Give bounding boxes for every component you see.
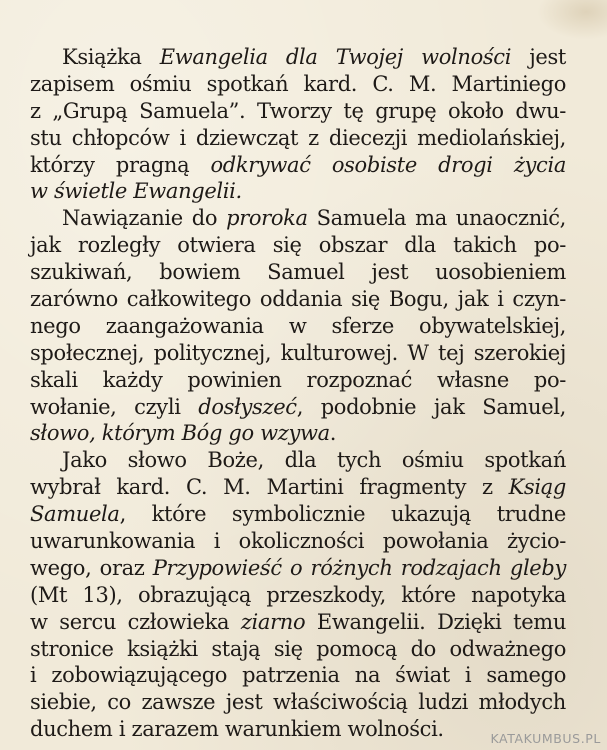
text-segment: jest: [511, 45, 566, 69]
paragraph: [30, 447, 566, 743]
text-segment: którzy pragną: [30, 152, 211, 177]
text-line: [30, 716, 566, 743]
text-line: [30, 125, 566, 152]
text-segment: stronice książki stają się pomocą do odważnego: [30, 636, 566, 661]
italic-segment: proroka: [226, 206, 308, 231]
text-line: [30, 501, 566, 528]
text-segment: , podobnie jak Samuel,: [296, 394, 566, 419]
text-segment: szukiwań, bowiem Samuel jest uosobieniem: [30, 260, 566, 285]
watermark: KATAKUMBUS.PL: [490, 731, 601, 746]
text-line: [30, 205, 566, 232]
italic-segment: odkrywać osobiste drogi życia: [210, 152, 567, 177]
italic-segment: słowo, którym Bóg go wzywa: [30, 421, 330, 446]
text-segment: wołanie, czyli: [30, 394, 199, 419]
text-line: [30, 340, 566, 367]
text-segment: duchem i zarazem warunkiem wolności.: [30, 717, 444, 742]
text-segment: , które symbolicznie ukazują trudne: [119, 502, 566, 527]
italic-segment: dosłyszeć: [198, 394, 297, 419]
text-line: [30, 420, 566, 447]
text-line: [30, 609, 566, 636]
text-segment: .: [329, 421, 337, 446]
text-line: [30, 178, 566, 205]
text-segment: stu chłopców i dziewcząt z diecezji mediolańskiej,: [30, 125, 566, 150]
text-segment: (Mt 13), obrazującą przeszkody, które napotyka: [30, 582, 566, 607]
text-line: [30, 98, 566, 125]
text-segment: Samuela ma unaocznić,: [307, 206, 567, 231]
text-segment: wego, oraz: [30, 555, 153, 580]
text-line: [30, 582, 566, 609]
paper-stain: [537, 0, 607, 40]
text-line: [30, 528, 566, 555]
text-line: [30, 367, 566, 394]
text-segment: i zobowiązującego patrzenia na świat i samego: [30, 663, 566, 688]
text-line: [30, 232, 566, 259]
text-segment: nego zaangażowania w sferze obywatelskiej,: [30, 313, 566, 338]
text-line: [30, 71, 566, 98]
text-line: [30, 259, 566, 286]
text-line: [30, 555, 566, 582]
text-segment: jak rozległy otwiera się obszar dla takich po-: [30, 233, 566, 258]
text-line: [30, 636, 566, 663]
text-line: [30, 286, 566, 313]
text-segment: siebie, co zawsze jest właściwością ludzi młodych: [30, 690, 566, 715]
text-segment: Jako słowo Boże, dla tych ośmiu spotkań: [62, 448, 566, 473]
italic-segment: Ewangelia dla Twojej wolności: [159, 45, 512, 69]
text-line: [30, 313, 566, 340]
italic-segment: Ksiąg: [508, 475, 566, 500]
text-line: [30, 44, 566, 71]
text-line: [30, 394, 566, 421]
text-line: [30, 447, 566, 474]
paragraph: [30, 44, 566, 205]
text-segment: zarówno całkowitego oddania się Bogu, jak i czyn-: [30, 287, 566, 312]
text-line: [30, 474, 566, 501]
paragraph: [30, 205, 566, 447]
italic-segment: w świetle Ewangelii.: [30, 179, 242, 204]
italic-segment: Przypowieść o różnych rodzajach gleby: [152, 555, 566, 580]
text-segment: w sercu człowieka: [30, 609, 241, 634]
text-segment: skali każdy powinien rozpoznać własne po-: [30, 367, 566, 392]
text-segment: wybrał kard. C. M. Martini fragmenty z: [30, 475, 509, 500]
text-segment: zapisem ośmiu spotkań kard. C. M. Martiniego: [30, 71, 566, 96]
text-line: [30, 689, 566, 716]
body-text: [30, 44, 566, 743]
text-segment: społecznej, politycznej, kulturowej. W tej szerokiej: [30, 340, 566, 365]
text-segment: Ewangelii. Dzięki temu: [305, 609, 567, 634]
text-segment: z „Grupą Samuela”. Tworzy tę grupę około dwu-: [30, 98, 566, 123]
text-segment: Nawiązanie do: [62, 206, 227, 231]
text-segment: Książka: [62, 45, 160, 69]
text-line: [30, 152, 566, 179]
text-line: [30, 662, 566, 689]
text-segment: uwarunkowania i okoliczności powołania życio-: [30, 529, 566, 554]
italic-segment: ziarno: [240, 609, 306, 634]
italic-segment: Samuela: [30, 502, 120, 527]
